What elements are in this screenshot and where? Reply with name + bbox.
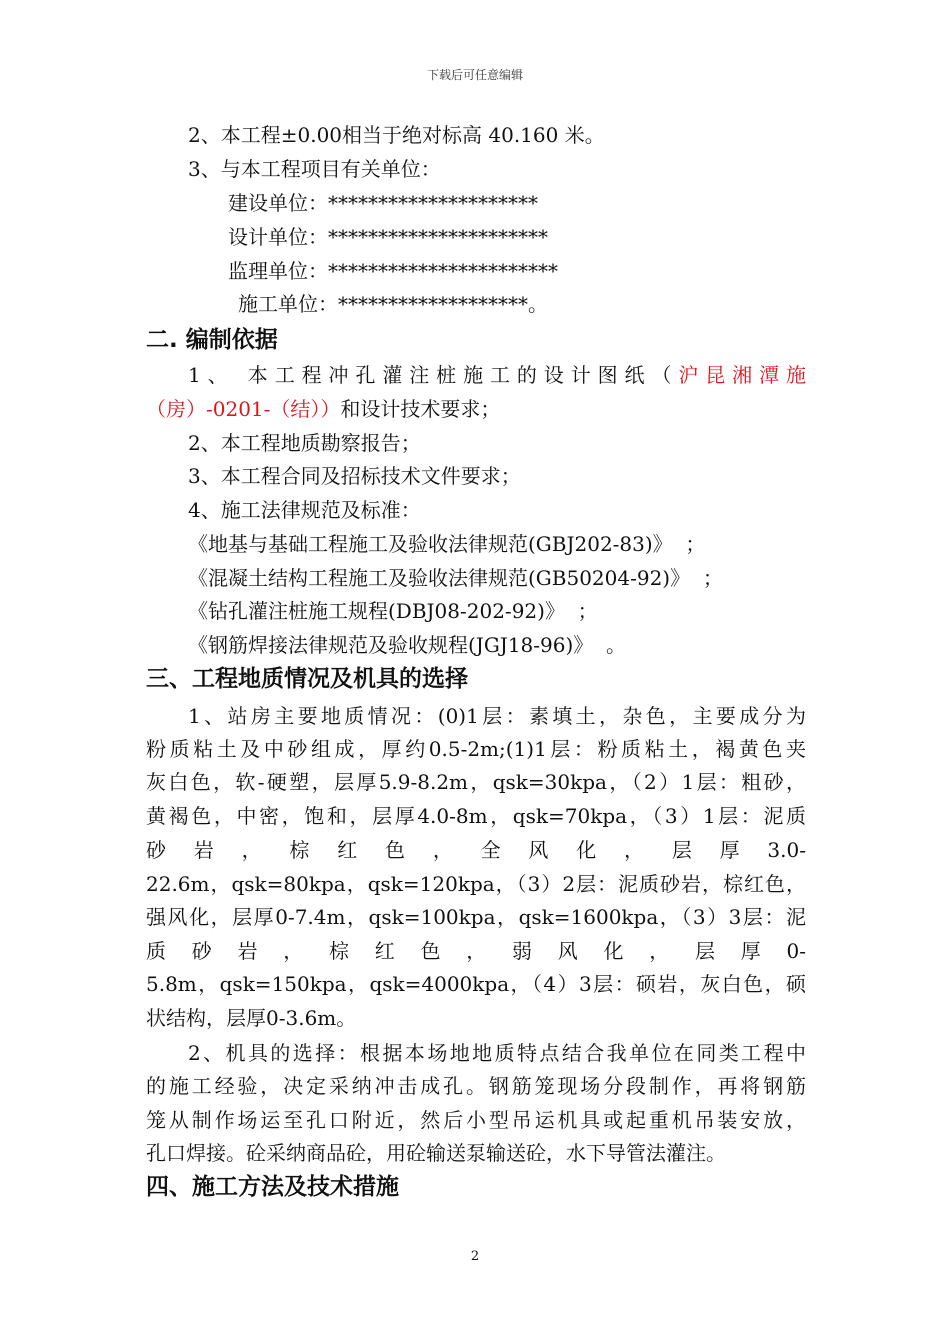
standard-item: 《地基与基础工程施工及验收法律规范(GBJ202-83)》 ； xyxy=(188,532,706,556)
basis-item-1-tail: 和设计技术要求； xyxy=(340,397,501,421)
item-related-units: 3、与本工程项目有关单位： xyxy=(188,157,441,181)
page-number: 2 xyxy=(470,1249,480,1264)
standard-item: 《钻孔灌注桩施工规程(DBJ08-202-92)》 ； xyxy=(188,599,598,623)
equipment-line: 笼从制作场运至孔口附近，然后小型吊运机具或起重机吊装安放， xyxy=(146,1108,806,1132)
section-heading-geology: 三、工程地质情况及机具的选择 xyxy=(146,666,468,692)
geology-line: 5.8m，qsk=150kpa，qsk=4000kpa，（4）3层：硕岩，灰白色，硕 xyxy=(146,972,806,996)
equipment-line: 2、机具的选择：根据本场地地质特点结合我单位在同类工程中 xyxy=(188,1041,806,1065)
equipment-line: 孔口焊接。砼采纳商品砼，用砼输送泵输送砼，水下导管法灌注。 xyxy=(146,1141,726,1165)
page-header: 下载后可任意编辑 xyxy=(426,68,523,82)
basis-item-1-line1 xyxy=(188,361,806,389)
basis-item-3: 3、本工程合同及招标技术文件要求； xyxy=(188,464,521,488)
item-elevation: 2、本工程±0.00相当于绝对标高 40.160 米。 xyxy=(188,123,605,147)
geology-line: 灰白色，软-硬塑，层厚5.9-8.2m，qsk=30kpa，（2）1层：粗砂， xyxy=(146,770,806,794)
basis-item-2: 2、本工程地质勘察报告； xyxy=(188,431,421,455)
standard-item: 《混凝土结构工程施工及验收法律规范(GB50204-92)》 ； xyxy=(188,566,723,590)
basis-item-1-line2 xyxy=(146,395,500,423)
section-heading-basis: 二. 编制依据 xyxy=(146,327,278,353)
geology-line: 黄褐色，中密，饱和，层厚4.0-8m，qsk=70kpa，（3）1层：泥质 xyxy=(146,804,806,828)
geology-line: 粉质粘土及中砂组成，厚约0.5-2m;(1)1层：粉质粘土，褐黄色夹 xyxy=(146,737,806,761)
drawing-number-part2: （房）-0201-（结）） xyxy=(146,397,341,421)
equipment-line: 的施工经验，决定采纳冲击成孔。钢筋笼现场分段制作，再将钢筋 xyxy=(146,1074,806,1098)
geology-line: 1、站房主要地质情况：(0)1层：素填土，杂色，主要成分为 xyxy=(188,704,806,728)
unit-supervision: 监理单位：*********************** xyxy=(228,259,558,283)
geology-line: 状结构，层厚0-3.6m。 xyxy=(146,1006,357,1030)
unit-construction: 建设单位：********************* xyxy=(228,191,538,215)
unit-design: 设计单位：********************** xyxy=(228,225,548,249)
section-heading-methods: 四、施工方法及技术措施 xyxy=(146,1174,399,1200)
basis-item-4: 4、施工法律规范及标准： xyxy=(188,498,421,522)
geology-line: 砂 岩 ， 棕 红 色 ， 全 风 化 ， 层 厚 3.0- xyxy=(146,838,806,862)
drawing-number-part1: 沪昆湘潭施 xyxy=(678,363,806,387)
geology-line: 22.6m，qsk=80kpa，qsk=120kpa，（3）2层：泥质砂岩，棕红色， xyxy=(146,872,806,896)
basis-item-1-text: 1、 本工程冲孔灌注桩施工的设计图纸（ xyxy=(188,363,679,387)
geology-line: 质 砂 岩 ， 棕 红 色 ， 弱 风 化 ， 层 厚 0- xyxy=(146,939,806,963)
standard-item: 《钢筋焊接法律规范及验收规程(JGJ18-96)》 。 xyxy=(188,633,626,657)
unit-contractor: 施工单位：*******************。 xyxy=(238,292,548,316)
geology-line: 强风化，层厚0-7.4m，qsk=100kpa，qsk=1600kpa，（3）3层：泥 xyxy=(146,905,806,929)
